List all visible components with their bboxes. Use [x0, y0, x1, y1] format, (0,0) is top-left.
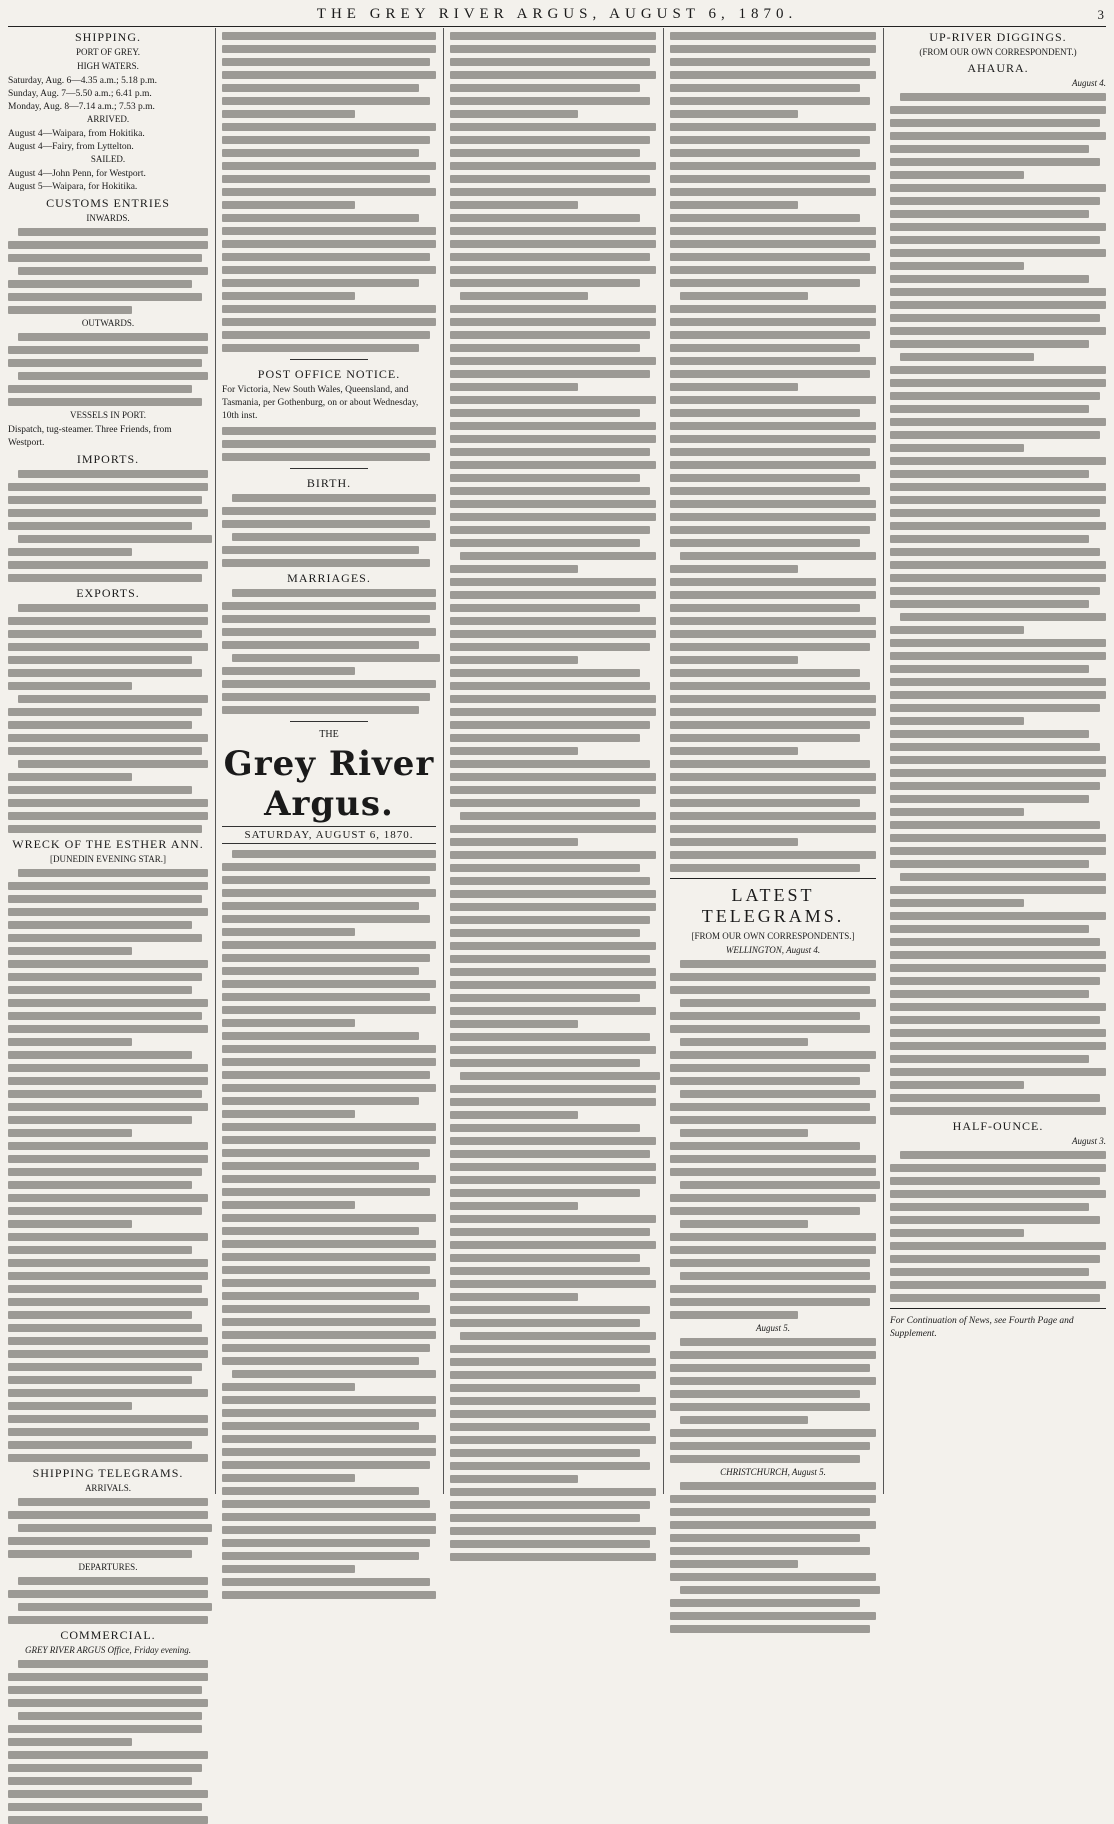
telegrams-departures-text — [8, 1577, 208, 1624]
christchurch-telegrams-text — [670, 1482, 876, 1633]
marriages-heading: MARRIAGES. — [287, 571, 371, 585]
telegrams-arrivals-label: ARRIVALS. — [84, 1483, 132, 1493]
column-4 — [670, 28, 876, 1494]
editorial-text — [450, 32, 656, 1561]
arrival-entry: August 4—Waipara, from Hokitika. — [8, 129, 145, 139]
wellington-dateline: WELLINGTON, August 4. — [725, 945, 821, 955]
section-rule — [670, 878, 876, 879]
column-rule — [215, 28, 216, 1494]
page-header — [8, 4, 1106, 27]
wreck-article-text — [8, 869, 208, 1462]
column-2 — [222, 28, 436, 1494]
masthead-the: THE — [319, 729, 339, 740]
exports-text — [8, 604, 208, 833]
wreck-source: [DUNEDIN EVENING STAR.] — [49, 854, 166, 864]
telegrams-source: [FROM OUR OWN CORRESPONDENTS.] — [691, 931, 855, 941]
commercial-heading: COMMERCIAL. — [60, 1628, 156, 1642]
sailing-entry: August 5—Waipara, for Hokitika. — [8, 182, 138, 192]
column-rule — [443, 28, 444, 1494]
ahaura-dateline: August 4. — [1071, 78, 1106, 88]
newspaper-dateline: SATURDAY, AUGUST 6, 1870. — [222, 826, 436, 844]
page-header-title: THE GREY RIVER ARGUS, AUGUST 6, 1870. — [316, 6, 798, 22]
marriage-notices — [222, 589, 436, 714]
column-rule — [663, 28, 664, 1494]
column-5 — [890, 28, 1106, 1494]
outwards-label: OUTWARDS. — [81, 318, 135, 328]
imports-text — [8, 470, 208, 582]
exports-heading: EXPORTS. — [76, 586, 140, 600]
vessels-heading: VESSELS IN PORT. — [69, 410, 147, 420]
commercial-continued-text — [222, 32, 436, 352]
leader-article-text — [222, 850, 436, 1599]
upriver-heading: UP-RIVER DIGGINGS. — [929, 30, 1067, 44]
shipping-telegrams-heading: SHIPPING TELEGRAMS. — [32, 1466, 184, 1480]
upriver-source: (FROM OUR OWN CORRESPONDENT.) — [919, 47, 1077, 57]
divider — [290, 359, 367, 360]
newspaper-title: Grey River Argus. — [223, 744, 435, 824]
customs-heading: CUSTOMS ENTRIES — [46, 196, 170, 210]
high-waters-label: HIGH WATERS. — [77, 61, 139, 71]
continuation-note: For Continuation of News, see Fourth Page and Supplement. — [890, 1316, 1074, 1339]
wreck-heading: WRECK OF THE ESTHER ANN. — [12, 837, 204, 851]
half-ounce-report-text — [890, 1151, 1106, 1302]
arrived-label: ARRIVED. — [86, 114, 130, 124]
news-text — [670, 32, 876, 872]
column-3 — [450, 28, 656, 1494]
post-office-text: For Victoria, New South Wales, Queensland, and Tasmania, per Gothenburg, on or about Wednesday, 10th inst. — [222, 385, 419, 421]
sailed-label: SAILED. — [90, 154, 126, 164]
half-ounce-dateline: August 3. — [1071, 1136, 1106, 1146]
latest-telegrams-heading: LATEST TELEGRAMS. — [701, 885, 845, 926]
column-rule — [883, 28, 884, 1494]
sailing-entry: August 4—John Penn, for Westport. — [8, 169, 146, 179]
wellington-telegrams-text — [670, 960, 876, 1319]
tide-line: Saturday, Aug. 6—4.35 a.m.; 5.18 p.m. — [8, 76, 157, 86]
tide-line: Monday, Aug. 8—7.14 a.m.; 7.53 p.m. — [8, 102, 155, 112]
post-office-more-text — [222, 427, 436, 461]
wellington-second-dateline: August 5. — [755, 1323, 790, 1333]
birth-heading: BIRTH. — [306, 476, 352, 490]
ahaura-heading: AHAURA. — [967, 61, 1029, 75]
page-number: 3 — [1097, 7, 1104, 22]
telegrams-departures-label: DEPARTURES. — [78, 1562, 138, 1572]
wellington-second-text — [670, 1338, 876, 1463]
divider — [290, 468, 367, 469]
post-office-heading: POST OFFICE NOTICE. — [257, 367, 401, 381]
tide-line: Sunday, Aug. 7—5.50 a.m.; 6.41 p.m. — [8, 89, 152, 99]
commercial-dateline: GREY RIVER ARGUS Office, Friday evening. — [24, 1645, 192, 1655]
divider — [290, 721, 367, 722]
telegrams-arrivals-text — [8, 1498, 208, 1558]
customs-outwards-text — [8, 333, 208, 406]
vessels-text: Dispatch, tug-steamer. Three Friends, from Westport. — [8, 425, 172, 448]
column-1 — [8, 28, 208, 1655]
birth-notices — [222, 494, 436, 567]
inwards-label: INWARDS. — [86, 213, 130, 223]
half-ounce-heading: HALF-OUNCE. — [952, 1119, 1044, 1133]
ahaura-report-text — [890, 93, 1106, 1115]
section-rule — [890, 1308, 1106, 1309]
arrival-entry: August 4—Fairy, from Lyttelton. — [8, 142, 134, 152]
port-heading: PORT OF GREY. — [76, 47, 140, 57]
customs-inwards-text — [8, 228, 208, 314]
christchurch-dateline: CHRISTCHURCH, August 5. — [720, 1467, 826, 1477]
shipping-heading: SHIPPING. — [74, 30, 141, 44]
imports-heading: IMPORTS. — [76, 452, 140, 466]
commercial-text — [8, 1660, 208, 1824]
